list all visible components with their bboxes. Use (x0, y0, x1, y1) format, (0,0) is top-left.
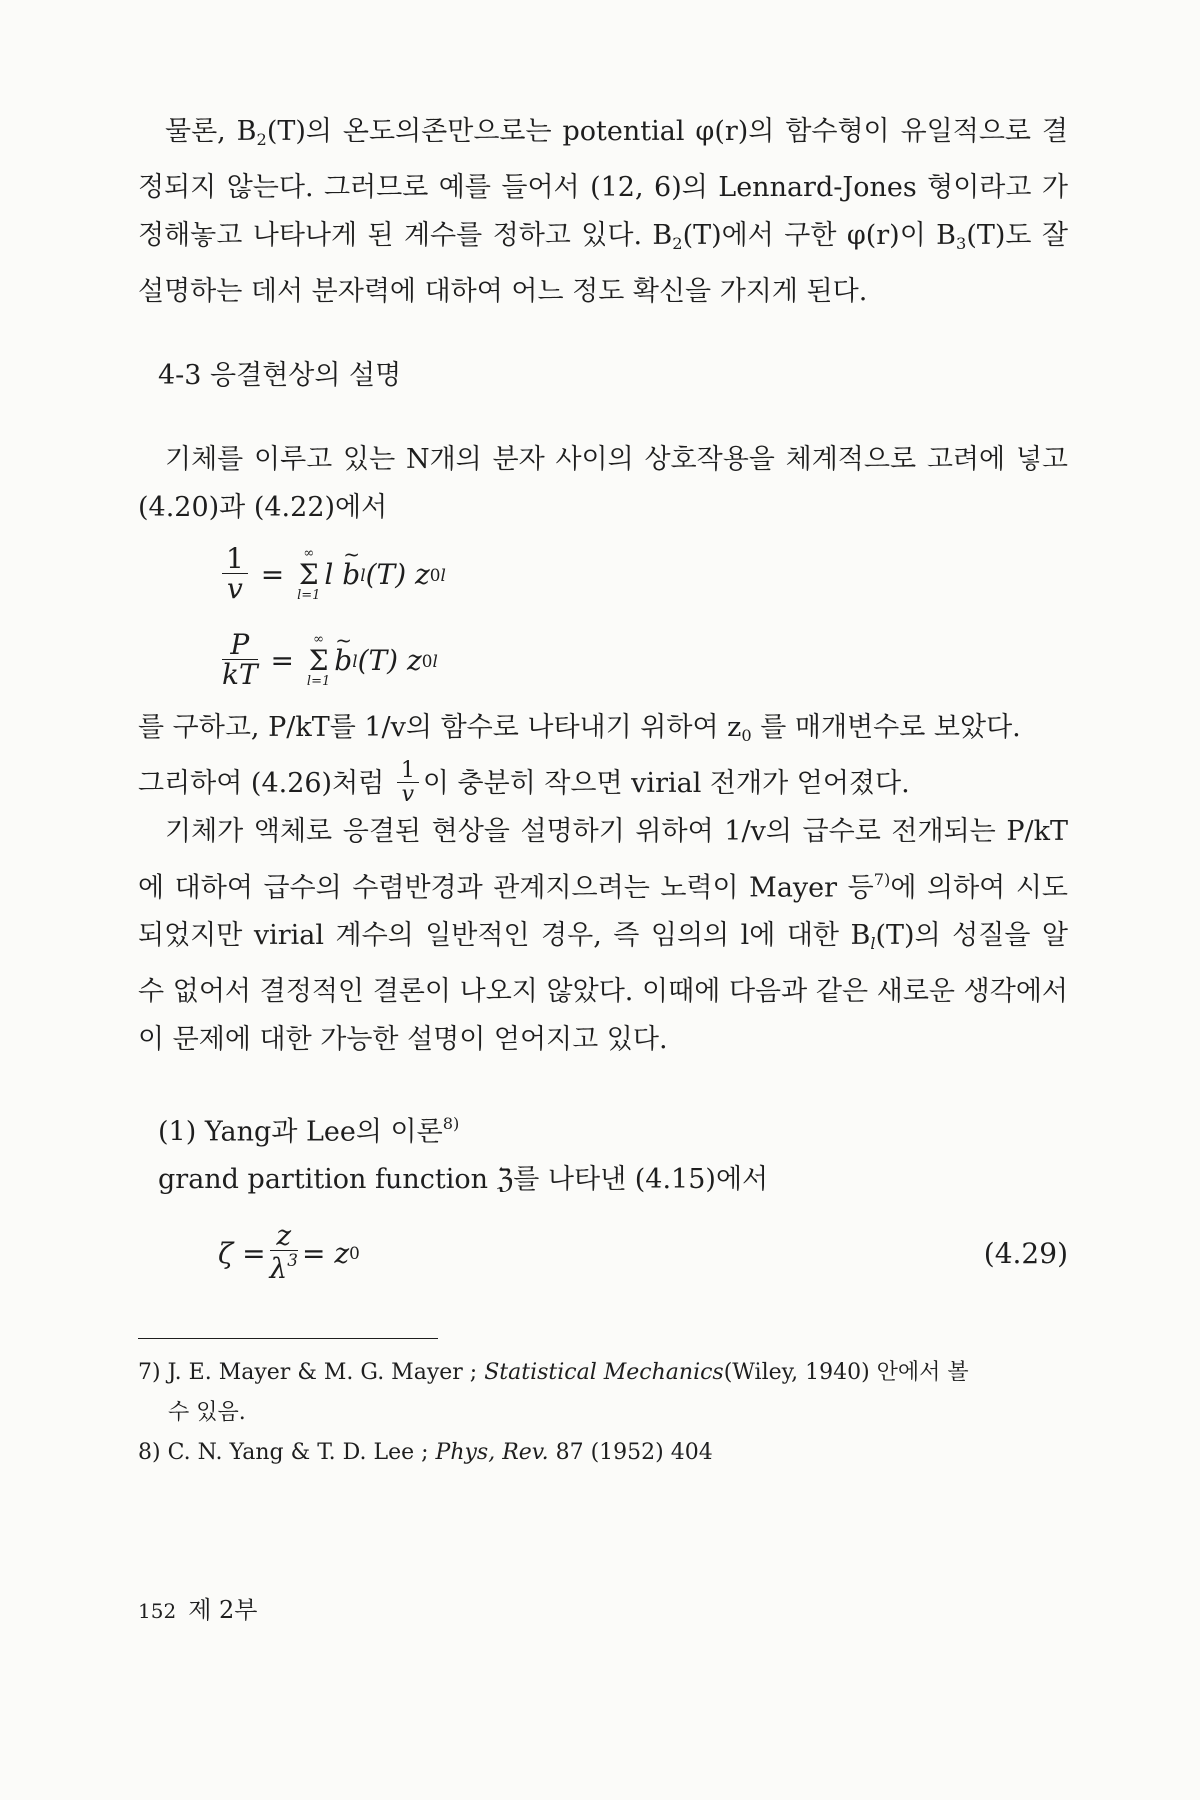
p1-sub: 2 (256, 129, 267, 149)
p1-sub2: 2 (672, 233, 683, 253)
p1-text-d: (T)도 잘 설명하는 데서 분자력에 대하여 어느 정도 확신을 가지게 된다. (138, 219, 1068, 307)
eq2-rhs: (T) z (357, 644, 422, 678)
subheading-footnote-ref: 8) (442, 1113, 460, 1133)
paragraph-5 (138, 808, 1068, 1064)
subheading-text: (1) Yang과 Lee의 이론 (158, 1116, 443, 1148)
p1-text-b: (T)의 온도의존만으로는 potential φ(r)의 함수형이 유일적으로 결정되지 않는다. 그러므로 예를 들어서 (12, 6)의 Lennard-Jones 형이라고 가정해놓고 나타나게 된 계수를 정하고 있다. B (138, 116, 1068, 251)
eq2-sum: ∞ Σ l=1 (306, 631, 331, 689)
page-body (138, 108, 1068, 1473)
paragraph-4 (138, 760, 1068, 808)
eq1-z-sub: 0 (429, 564, 441, 585)
footnote-divider (138, 1338, 438, 1339)
p5-footnote-ref: 7) (873, 869, 891, 889)
eq3-rhs-sub: 0 (349, 1243, 360, 1264)
fn7-title: Statistical Mechanics (484, 1360, 724, 1386)
eq3-den-sup: 3 (287, 1249, 298, 1270)
eq2-den: kT (222, 657, 258, 691)
eq1-b-sub: l (360, 564, 366, 585)
eq2-fraction (222, 627, 258, 691)
equation-number: (4.29) (983, 1236, 1068, 1270)
p1-text-c: (T)에서 구한 φ(r)이 B (682, 219, 957, 251)
p4-text-a: 그리하여 (4.26)처럼 (138, 767, 385, 799)
eq3-rhs: = z (301, 1236, 350, 1270)
p3-text: 를 구하고, P/kT를 1/v의 함수로 나타내기 위하여 z (138, 711, 742, 743)
equation-2: $\frac{P}{kT}$ = ∞ Σ l=1 ~ b l (T) z 0 l (218, 618, 1068, 704)
subheading (158, 1100, 1068, 1156)
eq3-lhs: ζ = (218, 1236, 266, 1270)
eq2-sum-bot: l=1 (306, 673, 331, 689)
eq3-den: λ (269, 1251, 288, 1285)
equation-1: $\frac{1}{v}$ = ∞ Σ l=1 l ~ b l (T) z 0 l (218, 532, 1068, 618)
eq1-z-sup: l (440, 564, 446, 585)
p1-sub3: 3 (956, 233, 967, 253)
part-label: 제 2부 (188, 1596, 258, 1624)
eq2-num: P (222, 631, 258, 660)
eq1-b: ~ b (342, 558, 360, 591)
footnote-8 (138, 1433, 1068, 1473)
p3-sub: 0 (741, 725, 752, 745)
eq1-l: l (324, 558, 334, 592)
footnote-7 (138, 1353, 1068, 1433)
eq2-sum-top: ∞ (313, 631, 324, 647)
fn7-text-b: (Wiley, 1940) 안에서 볼 (723, 1360, 969, 1386)
paragraph-6: grand partition function ℨ를 나타낸 (4.15)에서 (158, 1164, 769, 1196)
equation-3 (178, 1208, 1068, 1298)
p5-text-c: (T)의 성질을 알 수 없어서 결정적인 결론이 나오지 않았다. 이때에 다음과 같은 새로운 생각에서 이 문제에 대한 가능한 설명이 얻어지고 있다. (138, 920, 1068, 1055)
eq1-fraction (222, 541, 248, 605)
fn7-text-c: 수 있음. (168, 1400, 246, 1426)
p4-frac-num: 1 (397, 760, 419, 783)
eq2-b-sub: l (352, 650, 358, 671)
page-number: 152 (138, 1599, 177, 1623)
eq1-den: v (227, 571, 243, 605)
p4-frac-den: v (401, 782, 415, 808)
p4-fraction (397, 760, 419, 807)
p5-sub: l (870, 933, 876, 953)
section-title: 4-3 응결현상의 설명 (158, 359, 402, 391)
p4-text-b: 이 충분히 작으면 virial 전개가 얻어졌다. (422, 767, 910, 799)
eq3-fraction (269, 1218, 298, 1285)
eq1-sum: ∞ Σ l=1 (297, 545, 321, 603)
paragraph-2: 기체를 이루고 있는 N개의 분자 사이의 상호작용을 체계적으로 고려에 넣고 (4.20)과 (4.22)에서 (138, 443, 1068, 523)
fn8-text-b: 87 (1952) 404 (548, 1440, 713, 1466)
fn8-journal: Phys, Rev. (435, 1440, 549, 1466)
p1-text: 물론, B (165, 116, 257, 147)
eq1-sum-bot: l=1 (297, 587, 321, 603)
p3-text-b: 를 매개변수로 보았다. (751, 711, 1021, 743)
paragraph-3 (138, 704, 1068, 760)
p5-text-a: 기체가 액체로 응결된 현상을 설명하기 위하여 1/v의 급수로 전개되는 P/kT에 대하여 급수의 수렴반경과 관계지으려는 노력이 Mayer 등 (138, 815, 1068, 903)
eq3-num: z (270, 1222, 298, 1251)
eq2-b: ~ b (334, 644, 352, 677)
eq1-sum-top: ∞ (303, 545, 315, 561)
paragraph-1 (138, 108, 1068, 316)
page-footer (138, 1590, 257, 1625)
eq2-z-sup: l (432, 650, 438, 671)
eq2-z-sub: 0 (421, 650, 433, 671)
eq1-rhs: (T) z (365, 558, 430, 592)
fn7-text-a: 7) J. E. Mayer & M. G. Mayer ; (138, 1360, 485, 1386)
fn8-text-a: 8) C. N. Yang & T. D. Lee ; (138, 1440, 436, 1466)
eq1-num: 1 (222, 545, 248, 574)
p5-text-b: 에 의하여 시도되었지만 virial 계수의 일반적인 경우, 즉 임의의 l에 대한 B (138, 872, 1068, 951)
